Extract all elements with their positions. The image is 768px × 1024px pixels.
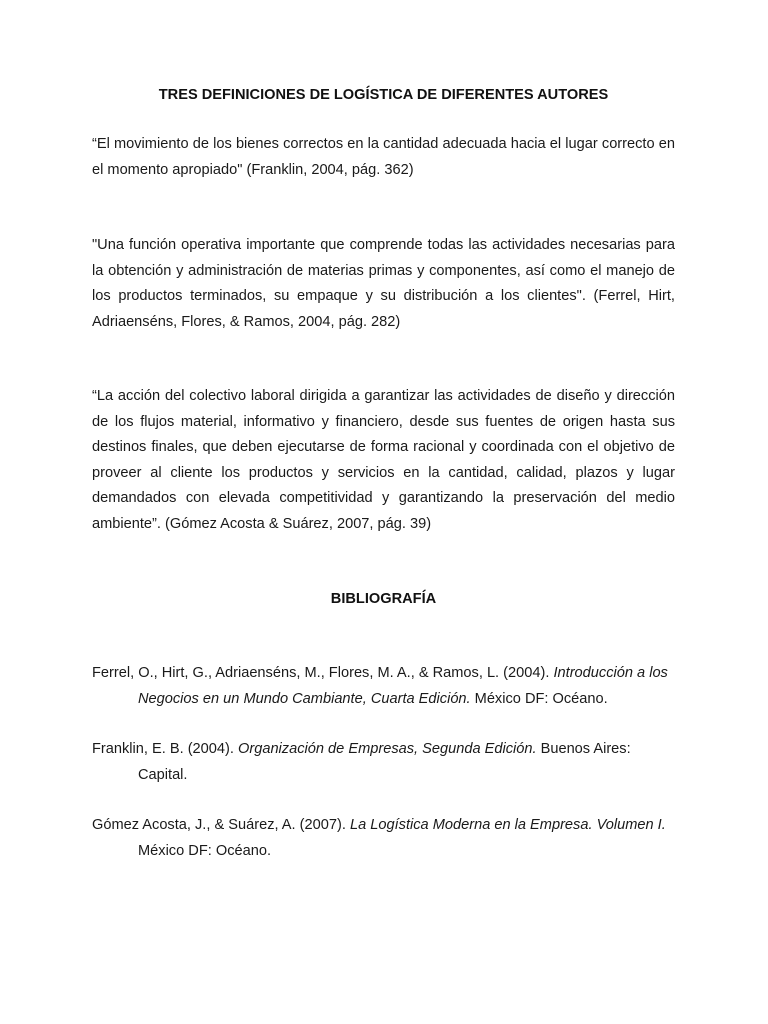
reference-title: Organización de Empresas, Segunda Edición.: [238, 741, 537, 757]
reference-authors: Gómez Acosta, J., & Suárez, A. (2007).: [92, 817, 350, 833]
reference-authors: Franklin, E. B. (2004).: [92, 741, 238, 757]
definition-franklin: “El movimiento de los bienes correctos en la cantidad adecuada hacia el lugar correcto en el momento apropiado" (Franklin, 2004, pág. 362): [92, 136, 675, 178]
reference-publisher: México DF: Océano.: [470, 690, 608, 707]
reference-franklin: [92, 737, 675, 788]
bibliography-heading: BIBLIOGRAFÍA: [330, 591, 437, 607]
reference-publisher: Buenos Aires: Capital.: [138, 741, 631, 783]
page-title: TRES DEFINICIONES DE LOGÍSTICA DE DIFERENTES AUTORES: [158, 87, 609, 103]
reference-publisher: México DF: Océano.: [138, 842, 272, 859]
definition-ferrel: "Una función operativa importante que comprende todas las actividades necesarias para la obtención y administración de materias primas y componentes, así como el manejo de los productos terminados, su empaque y su distribución a los clientes". (Ferrel, Hirt, Adriaenséns, Flores, & Ramos, 2004, pág. 282): [92, 237, 675, 330]
definition-gomez-acosta: “La acción del colectivo laboral dirigida a garantizar las actividades de diseño y dirección de los flujos material, informativo y financiero, desde sus fuentes de origen hasta sus destinos finales, que deben ejecutarse de forma racional y coordinada con el objetivo de proveer al cliente los productos y servicios en la cantidad, calidad, plazos y lugar demandados con elevada competitividad y garantizando la preservación del medio ambiente”. (Gómez Acosta & Suárez, 2007, pág. 39): [92, 388, 675, 532]
reference-ferrel: [92, 661, 675, 712]
reference-title: La Logística Moderna en la Empresa. Volumen I.: [349, 817, 666, 833]
reference-authors: Ferrel, O., Hirt, G., Adriaenséns, M., Flores, M. A., & Ramos, L. (2004).: [92, 665, 554, 681]
reference-title: Introducción a los Negocios en un Mundo Cambiante, Cuarta Edición.: [138, 665, 668, 707]
reference-gomez-acosta: [92, 813, 675, 864]
